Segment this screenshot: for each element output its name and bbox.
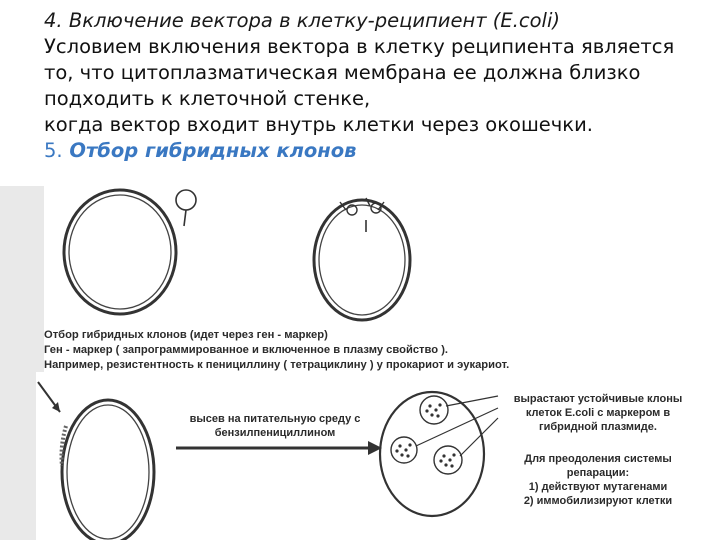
heading-title: Включение вектора в клетку-реципиент (E.coli) — [68, 9, 560, 32]
section-title: Отбор гибридных клонов — [69, 139, 357, 162]
slide-heading-5 — [44, 138, 714, 164]
petri-dish — [380, 392, 484, 516]
scanned-figure — [0, 186, 720, 540]
legend-line-1: Отбор гибридных клонов (идет через ген - маркер) — [44, 329, 328, 341]
body-line-1: Условием включения вектора в клетку реципиента является — [44, 35, 675, 58]
body-line-2: то, что цитоплазматическая мембрана ее должна близко — [44, 61, 641, 84]
arrow-label-line-1: высев на питательную среду с — [189, 413, 361, 425]
legend-line-3: Например, резистентность к пенициллину ( тетрациклину ) у прокариот и эукариот. — [44, 359, 510, 371]
cell-top-right — [314, 200, 410, 320]
legend-line-2: Ген - маркер ( запрограммированное и включенное в плазму свойство ). — [44, 344, 449, 356]
repair-label — [498, 452, 698, 508]
right-arrow-icon — [176, 441, 382, 455]
arrow-label — [180, 412, 370, 440]
slide-heading-4 — [44, 8, 714, 34]
repair-label-line-1: Для преодоления системы — [524, 453, 672, 465]
arrow-label-line-2: бензилпенициллином — [214, 427, 336, 439]
repair-label-line-3: 1) действуют мутагенами — [528, 481, 668, 493]
repair-label-line-4: 2) иммобилизируют клетки — [523, 495, 673, 507]
clone-pointer-lines — [416, 396, 498, 456]
pointer-arrow-icon — [38, 382, 60, 412]
heading-number: 4. — [44, 9, 63, 32]
slide-text-block — [44, 8, 714, 164]
clones-label-line-1: вырастают устойчивые клоны — [513, 393, 683, 405]
body-line-3: подходить к клеточной стенке, — [44, 87, 371, 110]
vector-plasmid-icon — [176, 190, 196, 226]
clones-label — [498, 392, 698, 434]
clones-label-line-3: гибридной плазмиде. — [539, 421, 657, 433]
clones-label-line-2: клеток E.coli с маркером в — [525, 407, 671, 419]
section-number: 5. — [44, 139, 63, 162]
repair-label-line-2: репарации: — [566, 467, 630, 479]
body-line-4: когда вектор входит внутрь клетки через окошечки. — [44, 113, 593, 136]
cell-with-marker — [62, 400, 155, 540]
cell-top-left — [64, 190, 176, 314]
